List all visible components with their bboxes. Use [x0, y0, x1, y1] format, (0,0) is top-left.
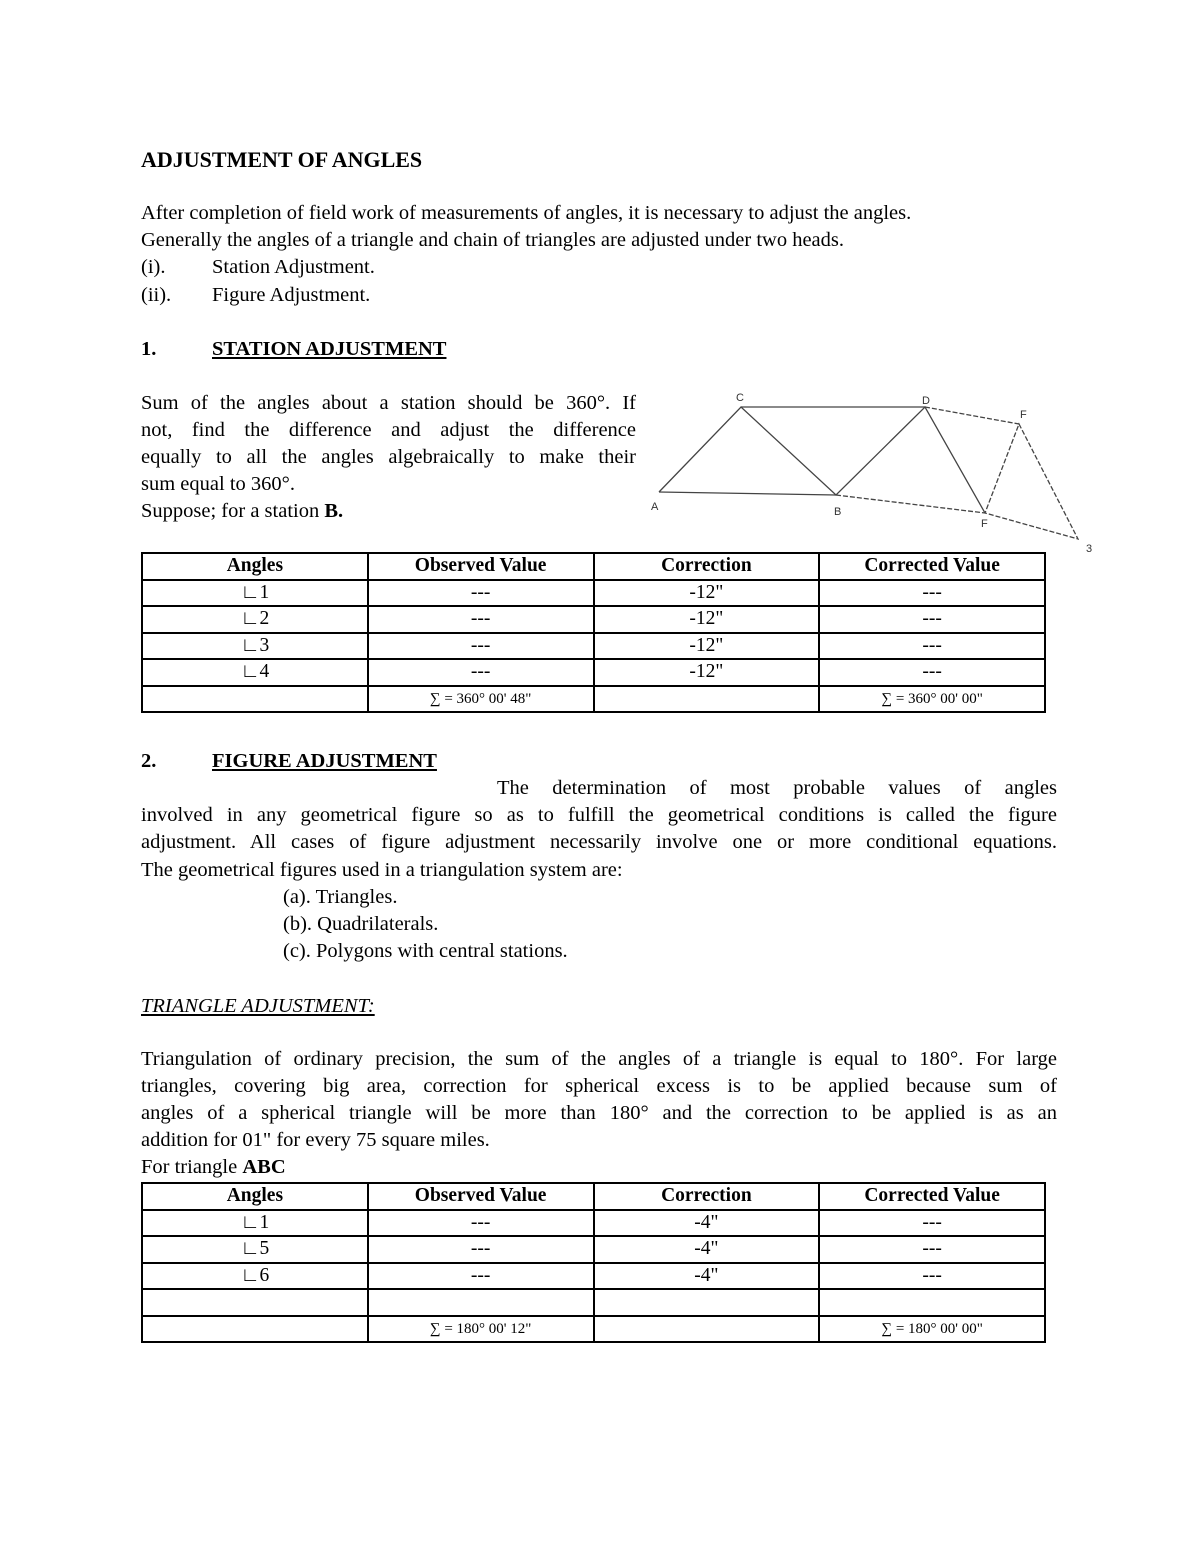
table-row [142, 659, 1045, 686]
station-adjustment-table [141, 552, 1046, 713]
section2-line: The geometrical figures used in a triangulation system are: [141, 859, 623, 881]
section-number: 1. [141, 338, 157, 360]
header-cell: Angles [142, 553, 368, 580]
section2-line: involved in any geometrical figure so as to fulfill the geometrical conditions is called the figure [141, 804, 1057, 826]
cell: ∟6 [142, 1263, 368, 1290]
cell: --- [819, 580, 1045, 607]
cell: ∑ = 360° 00' 48" [368, 686, 594, 713]
cell: --- [819, 659, 1045, 686]
triangulation-diagram [0, 0, 1200, 600]
section2-line: adjustment. All cases of figure adjustment necessarily involve one or more conditional equations. [141, 831, 1057, 853]
header-cell: Observed Value [368, 553, 594, 580]
label-b: B [834, 506, 842, 518]
head-label: Station Adjustment. [212, 256, 375, 278]
section-number: 2. [141, 750, 157, 772]
triangle-line: angles of a spherical triangle will be more than 180° and the correction to be applied is as an [141, 1102, 1057, 1124]
cell: --- [819, 606, 1045, 633]
table-header-row [142, 553, 1045, 580]
cell: ∑ = 180° 00' 00" [819, 1316, 1045, 1343]
cell [594, 1289, 820, 1316]
head-num: (ii). [141, 284, 172, 306]
cell [819, 1289, 1045, 1316]
for-label: For triangle [141, 1156, 243, 1178]
label-f: F [1020, 409, 1027, 421]
intro-line: Generally the angles of a triangle and chain of triangles are adjusted under two heads. [141, 229, 844, 251]
cell: ∟4 [142, 659, 368, 686]
header-cell: Observed Value [368, 1183, 594, 1210]
table-row [142, 606, 1045, 633]
head-num: (i). [141, 256, 166, 278]
station-name: B. [324, 500, 344, 522]
triangle-name: ABC [242, 1156, 286, 1178]
cell: -4" [594, 1210, 820, 1237]
figure-list-item: (c). Polygons with central stations. [283, 940, 568, 962]
section2-heading [141, 748, 437, 775]
head-label: Figure Adjustment. [212, 284, 371, 306]
label-f2: F [981, 518, 988, 530]
table-sum-row [142, 1316, 1045, 1343]
table-row [142, 1236, 1045, 1263]
table-row [142, 580, 1045, 607]
section1-line: Sum of the angles about a station should be 360°. If [141, 392, 636, 414]
cell: --- [368, 1210, 594, 1237]
cell [594, 1316, 820, 1343]
section-title: STATION ADJUSTMENT [212, 338, 447, 360]
cell [142, 1316, 368, 1343]
header-cell: Corrected Value [819, 1183, 1045, 1210]
cell: ∟2 [142, 606, 368, 633]
triangle-heading: TRIANGLE ADJUSTMENT: [141, 995, 375, 1017]
cell: ∟1 [142, 580, 368, 607]
triangle-line: triangles, covering big area, correction for spherical excess is to be applied because sum of [141, 1075, 1057, 1097]
cell: ∟1 [142, 1210, 368, 1237]
cell [594, 686, 820, 713]
cell: --- [819, 633, 1045, 660]
table-row [142, 633, 1045, 660]
label-d: D [922, 395, 930, 407]
figure-list-item: (b). Quadrilaterals. [283, 913, 439, 935]
table-header-row [142, 1183, 1045, 1210]
header-cell: Correction [594, 553, 820, 580]
cell: --- [368, 633, 594, 660]
label-a: A [651, 501, 659, 513]
section1-line: sum equal to 360°. [141, 473, 295, 495]
cell: --- [368, 1236, 594, 1263]
cell [142, 686, 368, 713]
figure-list-item: (a). Triangles. [283, 886, 398, 908]
cell: --- [819, 1263, 1045, 1290]
cell: ∑ = 360° 00' 00" [819, 686, 1045, 713]
header-cell: Corrected Value [819, 553, 1045, 580]
triangle-line: addition for 01" for every 75 square miles. [141, 1129, 490, 1151]
table-row [142, 1289, 1045, 1316]
cell: --- [368, 1263, 594, 1290]
label-3: 3 [1086, 543, 1093, 555]
dashed-edges [836, 407, 1078, 539]
cell: -12" [594, 580, 820, 607]
header-cell: Angles [142, 1183, 368, 1210]
for-triangle-line [141, 1154, 286, 1181]
cell: --- [368, 606, 594, 633]
cell: --- [368, 580, 594, 607]
section-title: FIGURE ADJUSTMENT [212, 750, 437, 772]
cell: --- [819, 1236, 1045, 1263]
table-row [142, 1210, 1045, 1237]
cell: ∑ = 180° 00' 12" [368, 1316, 594, 1343]
cell: --- [819, 1210, 1045, 1237]
cell: ∟5 [142, 1236, 368, 1263]
page-title: ADJUSTMENT OF ANGLES [141, 147, 423, 172]
cell: --- [368, 659, 594, 686]
section1-line: equally to all the angles algebraically to make their [141, 446, 636, 468]
cell: -12" [594, 606, 820, 633]
section2-line: The determination of most probable values of angles [497, 777, 1057, 799]
label-c: C [736, 392, 744, 404]
section1-line: not, find the difference and adjust the difference [141, 419, 636, 441]
intro-line: After completion of field work of measurements of angles, it is necessary to adjust the angles. [141, 202, 912, 224]
suppose-text: Suppose; for a station [141, 500, 325, 522]
cell [368, 1289, 594, 1316]
triangle-line: Triangulation of ordinary precision, the sum of the angles of a triangle is equal to 180°. For large [141, 1048, 1057, 1070]
cell: -4" [594, 1263, 820, 1290]
cell: -12" [594, 633, 820, 660]
cell [142, 1289, 368, 1316]
table-row [142, 1263, 1045, 1290]
cell: -12" [594, 659, 820, 686]
table-sum-row [142, 686, 1045, 713]
triangle-adjustment-table [141, 1182, 1046, 1343]
header-cell: Correction [594, 1183, 820, 1210]
cell: -4" [594, 1236, 820, 1263]
solid-edges [659, 407, 985, 513]
cell: ∟3 [142, 633, 368, 660]
